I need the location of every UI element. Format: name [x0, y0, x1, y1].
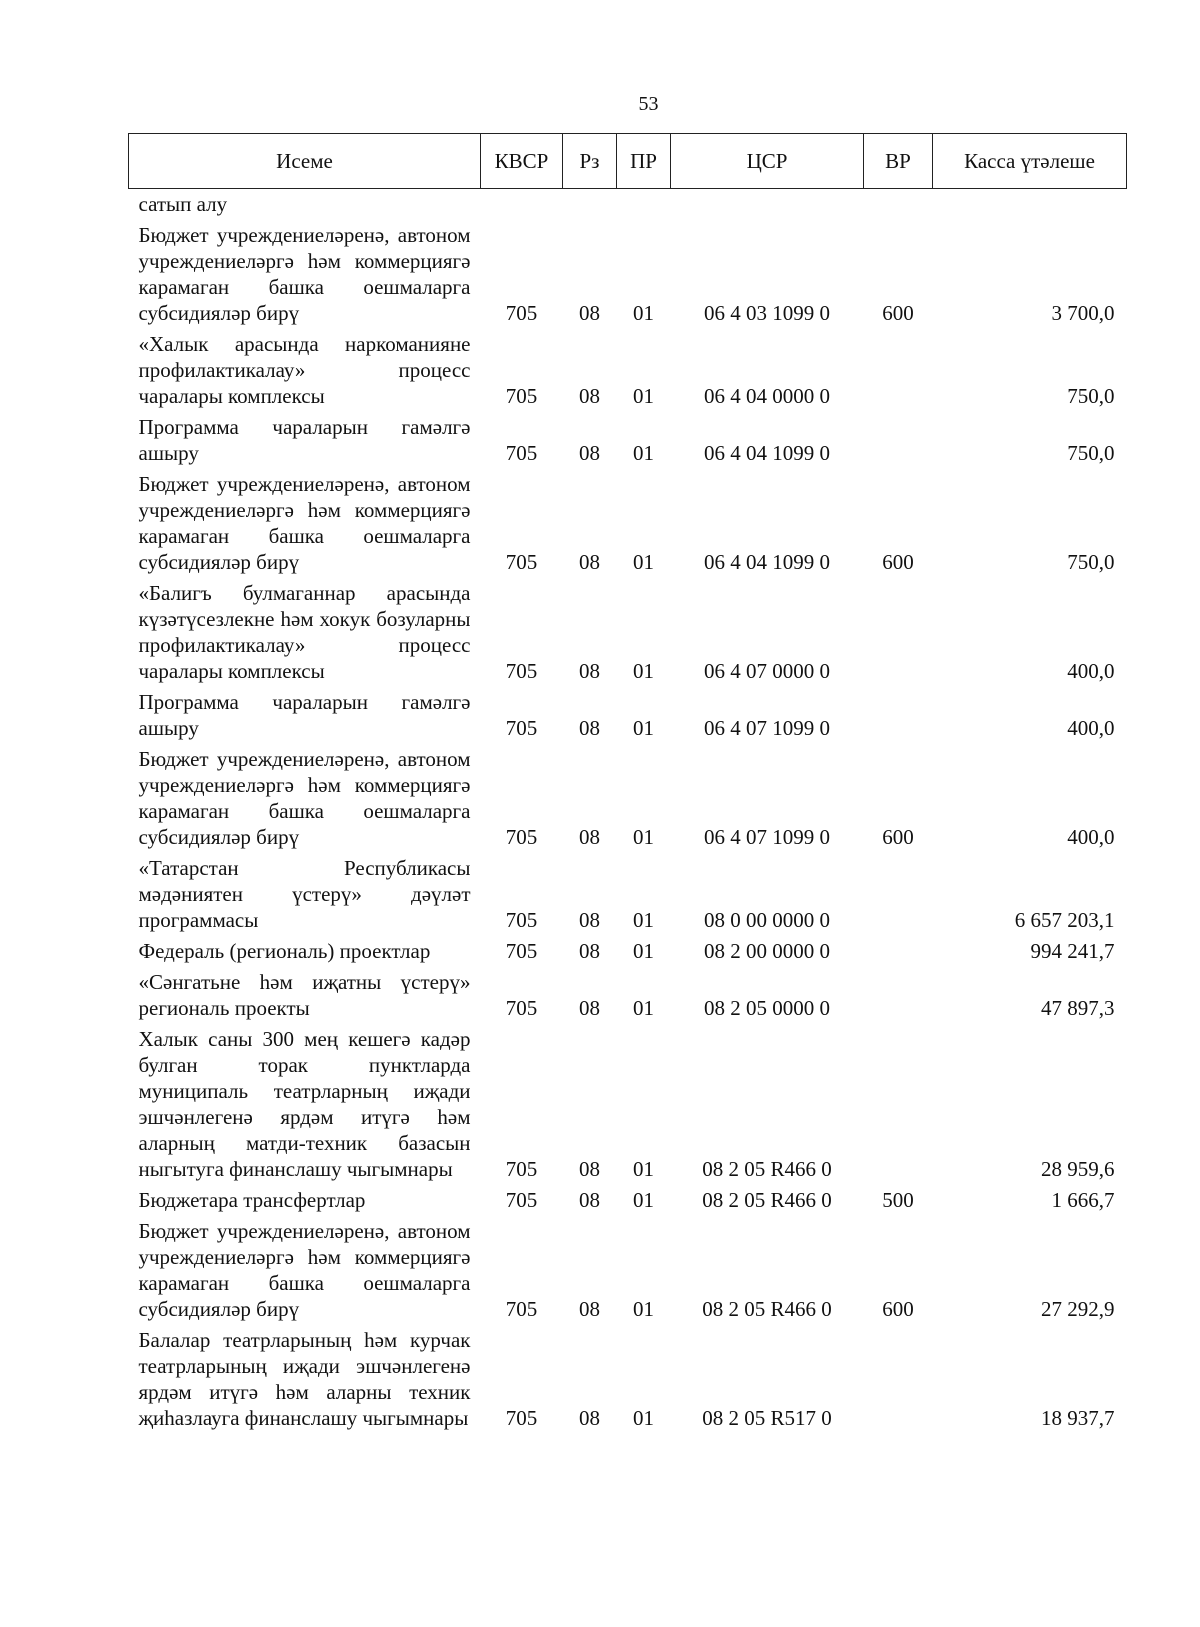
- cell-kvsr: 705: [505, 939, 538, 963]
- cell-vr: [864, 412, 933, 469]
- cell-csr: 06 4 04 1099 0: [704, 441, 830, 465]
- table-row: [129, 1024, 1127, 1185]
- cell-rz: 08: [579, 996, 600, 1020]
- cell-name: Программа чараларын гамәлгә ашыру: [138, 415, 471, 465]
- cell-rz: 08: [579, 1188, 600, 1212]
- table-row: [129, 744, 1127, 853]
- cell-amount: 3 700,0: [1051, 301, 1115, 325]
- cell-kvsr: 705: [505, 384, 538, 408]
- cell-csr: 06 4 04 1099 0: [704, 550, 830, 574]
- cell-csr: 06 4 03 1099 0: [704, 301, 830, 325]
- table-row: [129, 687, 1127, 744]
- cell-rz: 08: [579, 301, 600, 325]
- cell-vr: 500: [882, 1188, 914, 1212]
- cell-kvsr: 705: [505, 301, 538, 325]
- cell-pr: 01: [633, 659, 654, 683]
- cell-vr: [864, 967, 933, 1024]
- cell-kvsr: 705: [505, 1406, 538, 1430]
- header-vr: ВР: [864, 134, 933, 189]
- cell-rz: 08: [579, 716, 600, 740]
- cell-amount: 47 897,3: [1041, 996, 1115, 1020]
- header-amount: Касса үтәлеше: [933, 134, 1127, 189]
- cell-rz: 08: [579, 1406, 600, 1430]
- cell-rz: [563, 189, 617, 221]
- cell-name: «Татарстан Республикасы мәдәниятен үстерү» дәүләт программасы: [138, 856, 471, 932]
- cell-pr: 01: [633, 825, 654, 849]
- cell-csr: 08 0 00 0000 0: [704, 908, 830, 932]
- cell-amount: 400,0: [1067, 716, 1115, 740]
- cell-pr: 01: [633, 939, 654, 963]
- cell-pr: 01: [633, 550, 654, 574]
- cell-vr: [864, 1325, 933, 1434]
- cell-name: Бюджетара трансфертлар: [138, 1188, 366, 1212]
- cell-vr: [864, 189, 933, 221]
- cell-csr: 06 4 07 1099 0: [704, 716, 830, 740]
- header-pr: ПР: [617, 134, 671, 189]
- cell-vr: 600: [882, 550, 914, 574]
- cell-csr: 06 4 07 1099 0: [704, 825, 830, 849]
- cell-rz: 08: [579, 441, 600, 465]
- table-row: [129, 1325, 1127, 1434]
- cell-csr: 08 2 05 R466 0: [702, 1297, 832, 1321]
- cell-rz: 08: [579, 659, 600, 683]
- cell-name: Бюджет учреждениеләренә, автоном учреждениеләргә һәм коммерциягә карамаган башка оешмаларга субсидияләр бирү: [138, 1219, 471, 1321]
- header-kvsr: КВСР: [481, 134, 563, 189]
- cell-amount: 400,0: [1067, 825, 1115, 849]
- cell-pr: 01: [633, 1157, 654, 1181]
- cell-amount: 994 241,7: [1030, 939, 1115, 963]
- cell-amount: [933, 189, 1127, 221]
- cell-amount: 27 292,9: [1041, 1297, 1115, 1321]
- cell-pr: 01: [633, 1188, 654, 1212]
- table-header: [129, 134, 1127, 189]
- cell-csr: 08 2 05 R517 0: [702, 1406, 832, 1430]
- cell-pr: 01: [633, 384, 654, 408]
- cell-rz: 08: [579, 1157, 600, 1181]
- table-row: [129, 936, 1127, 967]
- cell-name: «Сәнгатьне һәм иҗатны үстерү» региональ проекты: [138, 970, 471, 1020]
- cell-pr: 01: [633, 716, 654, 740]
- cell-csr: [671, 189, 864, 221]
- cell-amount: 750,0: [1067, 384, 1115, 408]
- table-row: [129, 967, 1127, 1024]
- cell-kvsr: 705: [505, 825, 538, 849]
- cell-name: Бюджет учреждениеләренә, автоном учреждениеләргә һәм коммерциягә карамаган башка оешмаларга субсидияләр бирү: [138, 472, 471, 574]
- table-row: [129, 412, 1127, 469]
- cell-name: Бюджет учреждениеләренә, автоном учреждениеләргә һәм коммерциягә карамаган башка оешмаларга субсидияләр бирү: [138, 223, 471, 325]
- cell-kvsr: 705: [505, 1188, 538, 1212]
- cell-kvsr: 705: [505, 1297, 538, 1321]
- cell-vr: [864, 578, 933, 687]
- table-body: [129, 189, 1127, 1435]
- cell-pr: 01: [633, 996, 654, 1020]
- cell-csr: 06 4 04 0000 0: [704, 384, 830, 408]
- budget-table: [128, 133, 1127, 1434]
- table-row: [129, 329, 1127, 412]
- cell-rz: 08: [579, 939, 600, 963]
- cell-vr: [864, 936, 933, 967]
- table-row: [129, 220, 1127, 329]
- cell-vr: 600: [882, 1297, 914, 1321]
- cell-name: Халык саны 300 мең кешегә кадәр булган торак пунктларда муниципаль театрларның иҗади эшчәнлегенә ярдәм итүгә һәм аларның матди-техник базасын ныгытуга финанслашу чыгымнары: [138, 1027, 471, 1181]
- cell-pr: [617, 189, 671, 221]
- cell-pr: 01: [633, 1406, 654, 1430]
- cell-amount: 750,0: [1067, 441, 1115, 465]
- cell-name: Программа чараларын гамәлгә ашыру: [138, 690, 471, 740]
- cell-vr: [864, 853, 933, 936]
- cell-csr: 08 2 05 0000 0: [704, 996, 830, 1020]
- cell-vr: 600: [882, 825, 914, 849]
- cell-kvsr: 705: [505, 996, 538, 1020]
- cell-vr: [864, 329, 933, 412]
- cell-pr: 01: [633, 908, 654, 932]
- table-row: [129, 1216, 1127, 1325]
- header-rz: Рз: [563, 134, 617, 189]
- cell-pr: 01: [633, 301, 654, 325]
- cell-rz: 08: [579, 908, 600, 932]
- cell-csr: 08 2 05 R466 0: [702, 1157, 832, 1181]
- cell-name: Федераль (региональ) проектлар: [138, 939, 431, 963]
- cell-kvsr: 705: [505, 908, 538, 932]
- page-number: 53: [638, 93, 659, 115]
- cell-vr: [864, 687, 933, 744]
- table-row: [129, 469, 1127, 578]
- cell-name: Бюджет учреждениеләренә, автоном учреждениеләргә һәм коммерциягә карамаган башка оешмаларга субсидияләр бирү: [138, 747, 471, 849]
- cell-name: «Балигъ булмаганнар арасында күзәтүсезлекне һәм хокук бозуларны профилактикалау» процесс чаралары комплексы: [138, 581, 471, 683]
- header-csr: ЦСР: [671, 134, 864, 189]
- cell-pr: 01: [633, 441, 654, 465]
- cell-name: сатып алу: [138, 192, 228, 216]
- cell-kvsr: 705: [505, 550, 538, 574]
- cell-csr: 08 2 05 R466 0: [702, 1188, 832, 1212]
- cell-pr: 01: [633, 1297, 654, 1321]
- table-row: [129, 578, 1127, 687]
- cell-kvsr: 705: [505, 441, 538, 465]
- header-name: Исеме: [129, 134, 481, 189]
- cell-amount: 1 666,7: [1051, 1188, 1115, 1212]
- cell-name: «Халык арасында наркоманияне профилактикалау» процесс чаралары комплексы: [138, 332, 471, 408]
- cell-amount: 750,0: [1067, 550, 1115, 574]
- cell-kvsr: 705: [505, 716, 538, 740]
- cell-csr: 08 2 00 0000 0: [704, 939, 830, 963]
- cell-amount: 400,0: [1067, 659, 1115, 683]
- cell-rz: 08: [579, 384, 600, 408]
- cell-vr: 600: [882, 301, 914, 325]
- cell-name: Балалар театрларының һәм курчак театрларының иҗади эшчәнлегенә ярдәм итүгә һәм аларны техник җиһазлауга финанслашу чыгымнары: [138, 1328, 471, 1430]
- cell-rz: 08: [579, 825, 600, 849]
- cell-amount: 28 959,6: [1041, 1157, 1115, 1181]
- table-row: [129, 189, 1127, 221]
- cell-vr: [864, 1024, 933, 1185]
- cell-rz: 08: [579, 1297, 600, 1321]
- cell-rz: 08: [579, 550, 600, 574]
- cell-amount: 18 937,7: [1041, 1406, 1115, 1430]
- cell-csr: 06 4 07 0000 0: [704, 659, 830, 683]
- cell-kvsr: 705: [505, 659, 538, 683]
- table-row: [129, 1185, 1127, 1216]
- cell-kvsr: [481, 189, 563, 221]
- cell-kvsr: 705: [505, 1157, 538, 1181]
- cell-amount: 6 657 203,1: [1014, 908, 1115, 932]
- table-row: [129, 853, 1127, 936]
